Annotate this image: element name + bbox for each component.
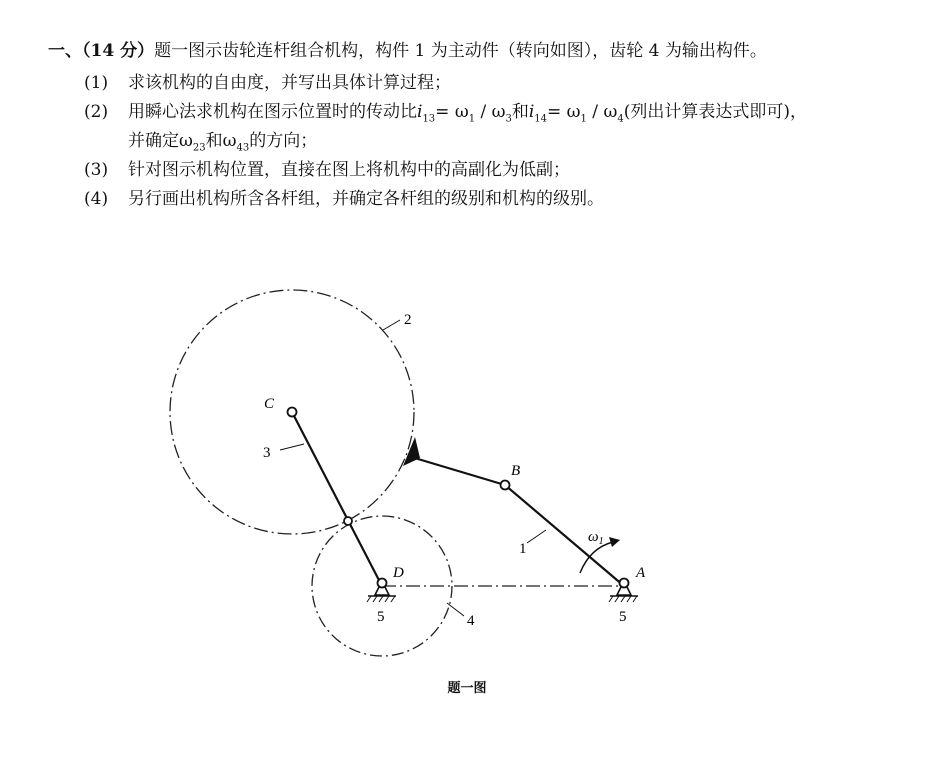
symbol-omega23: ω	[179, 131, 193, 151]
subscript: 14	[534, 113, 548, 125]
omega-arrowhead	[609, 537, 620, 547]
label-4: 4	[467, 613, 475, 629]
subquestion-text: 另行画出机构所含各杆组，并确定各杆组的级别和机构的级别。	[128, 189, 604, 209]
label-omega: $\omega_1$	[588, 529, 604, 547]
ground-support-a	[609, 579, 638, 603]
link-1	[505, 485, 624, 586]
text-part: 的方向；	[249, 131, 318, 151]
subscript: 43	[236, 142, 250, 154]
joint-c	[288, 408, 297, 417]
subquestion-index: (4)	[84, 189, 109, 209]
omega-arrow	[580, 542, 613, 573]
leader-3	[280, 444, 304, 450]
subscript: 4	[617, 113, 624, 125]
text-part: / ω	[475, 102, 506, 122]
label-5-left: 5	[377, 609, 385, 625]
joint-b	[501, 481, 510, 490]
subquestion-index: (3)	[84, 160, 109, 180]
subquestion-index: (2)	[84, 102, 109, 122]
text-part: / ω	[586, 102, 618, 122]
symbol-i14: i	[528, 102, 535, 122]
weld-mark	[403, 437, 420, 466]
label-3: 3	[263, 445, 271, 461]
subquestion-index: (1)	[84, 73, 109, 93]
subscript: 23	[192, 142, 206, 154]
label-2: 2	[404, 312, 412, 328]
label-d: D	[393, 565, 404, 581]
text-part: (列出计算表达式即可)，	[623, 102, 807, 122]
subscript: 13	[422, 113, 436, 125]
text-part: = ω	[435, 102, 469, 122]
label-c: C	[264, 396, 275, 412]
text-part: = ω	[547, 102, 581, 122]
subquestion-text: 针对图示机构位置，直接在图上将机构中的高副化为低副；	[128, 160, 570, 180]
text-part: 并确定	[128, 131, 179, 151]
subquestion-text: 求该机构的自由度，并写出具体计算过程；	[128, 73, 451, 93]
contact-point	[344, 517, 352, 525]
leader-4	[447, 603, 464, 616]
subscript: 1	[468, 113, 476, 125]
leader-1	[527, 530, 546, 543]
figure-caption: 题一图	[447, 681, 487, 696]
text-part: 和	[205, 131, 223, 151]
subscript: 3	[505, 113, 512, 125]
question-score: （14 分）	[82, 41, 155, 61]
label-1: 1	[519, 541, 527, 557]
subscript: 1	[580, 113, 587, 125]
link-3	[292, 412, 382, 586]
link-b-to-gear2	[408, 456, 505, 485]
symbol-i13: i	[417, 102, 423, 122]
question-number: 一、	[48, 41, 82, 61]
label-b: B	[511, 463, 521, 479]
leader-2	[383, 320, 400, 330]
label-5-right: 5	[619, 609, 627, 625]
question-stem: 题一图示齿轮连杆组合机构，构件 1 为主动件（转向如图），齿轮 4 为输出构件。	[154, 41, 767, 61]
ground-support-d	[367, 579, 396, 603]
symbol-omega43: ω	[222, 131, 237, 151]
text-part: 和	[511, 102, 529, 122]
text-part: 用瞬心法求机构在图示位置时的传动比	[128, 102, 417, 122]
label-a: A	[636, 565, 646, 581]
